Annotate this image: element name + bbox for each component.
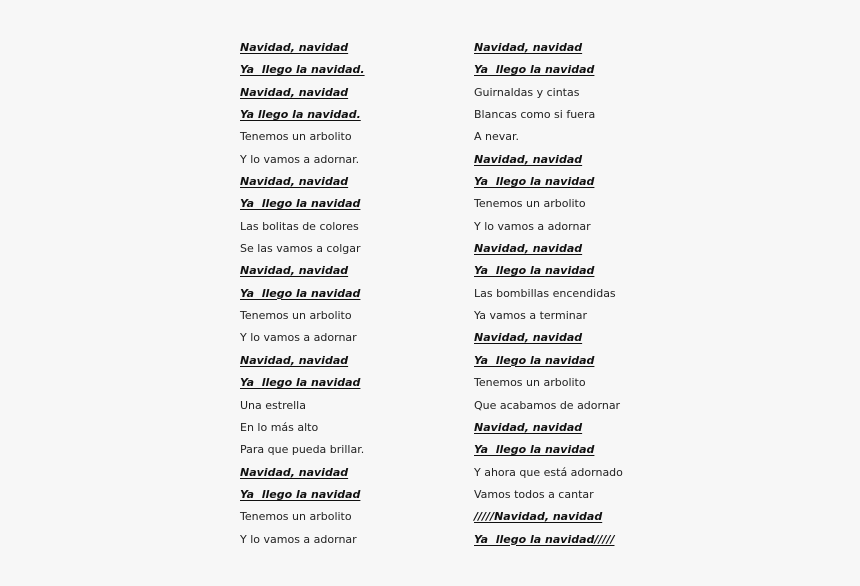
- verse-line: En lo más alto: [240, 420, 319, 434]
- chorus-line: Ya llego la navidad/////: [474, 532, 615, 546]
- lyrics-column-right: [474, 37, 623, 551]
- chorus-line: Navidad, navidad: [240, 41, 349, 54]
- verse-line: Tenemos un arbolito: [240, 130, 352, 144]
- chorus-line: Ya llego la navidad.: [240, 63, 365, 77]
- verse-line: Tenemos un arbolito: [474, 376, 586, 390]
- verse-line: Ya vamos a terminar: [474, 309, 588, 323]
- verse-line: Las bombillas encendidas: [474, 286, 616, 300]
- verse-line: Tenemos un arbolito: [474, 197, 586, 211]
- verse-line: Vamos todos a cantar: [474, 487, 594, 501]
- chorus-line: Navidad, navidad: [474, 152, 583, 166]
- chorus-line: Ya llego la navidad: [474, 175, 595, 189]
- verse-line: A nevar.: [474, 130, 520, 144]
- chorus-line: Ya llego la navidad: [474, 63, 595, 77]
- verse-line: Y ahora que está adornado: [474, 465, 623, 479]
- verse-line: Para que pueda brillar.: [240, 443, 365, 457]
- chorus-line: Ya llego la navidad: [240, 197, 361, 211]
- verse-line: Tenemos un arbolito: [240, 510, 352, 524]
- chorus-line: Navidad, navidad: [240, 85, 349, 99]
- verse-line: Que acabamos de adornar: [474, 398, 621, 412]
- verse-line: Y lo vamos a adornar: [240, 532, 357, 546]
- chorus-line: /////Navidad, navidad: [474, 510, 603, 524]
- chorus-line: Ya llego la navidad: [474, 443, 595, 457]
- chorus-line: Navidad, navidad: [240, 264, 349, 278]
- verse-line: Tenemos un arbolito: [240, 309, 352, 323]
- verse-line: Se las vamos a colgar: [240, 242, 361, 256]
- verse-line: Guirnaldas y cintas: [474, 85, 580, 99]
- chorus-line: Navidad, navidad: [240, 175, 349, 189]
- chorus-line: Ya llego la navidad.: [240, 108, 361, 122]
- chorus-line: Ya llego la navidad: [240, 487, 361, 501]
- chorus-line: Navidad, navidad: [240, 465, 349, 479]
- lyrics-column-left: [240, 37, 365, 551]
- chorus-line: Navidad, navidad: [474, 420, 583, 434]
- chorus-line: Ya llego la navidad: [240, 376, 361, 390]
- verse-line: Y lo vamos a adornar.: [240, 152, 360, 166]
- chorus-line: Navidad, navidad: [474, 41, 583, 54]
- chorus-line: Ya llego la navidad: [474, 264, 595, 278]
- chorus-line: Ya llego la navidad: [240, 286, 361, 300]
- chorus-line: Navidad, navidad: [474, 331, 583, 345]
- verse-line: Las bolitas de colores: [240, 219, 359, 233]
- verse-line: Una estrella: [240, 398, 306, 412]
- verse-line: Y lo vamos a adornar: [474, 219, 591, 233]
- verse-line: Y lo vamos a adornar: [240, 331, 357, 345]
- chorus-line: Navidad, navidad: [240, 353, 349, 367]
- chorus-line: Navidad, navidad: [474, 242, 583, 256]
- chorus-line: Ya llego la navidad: [474, 353, 595, 367]
- verse-line: Blancas como si fuera: [474, 108, 596, 122]
